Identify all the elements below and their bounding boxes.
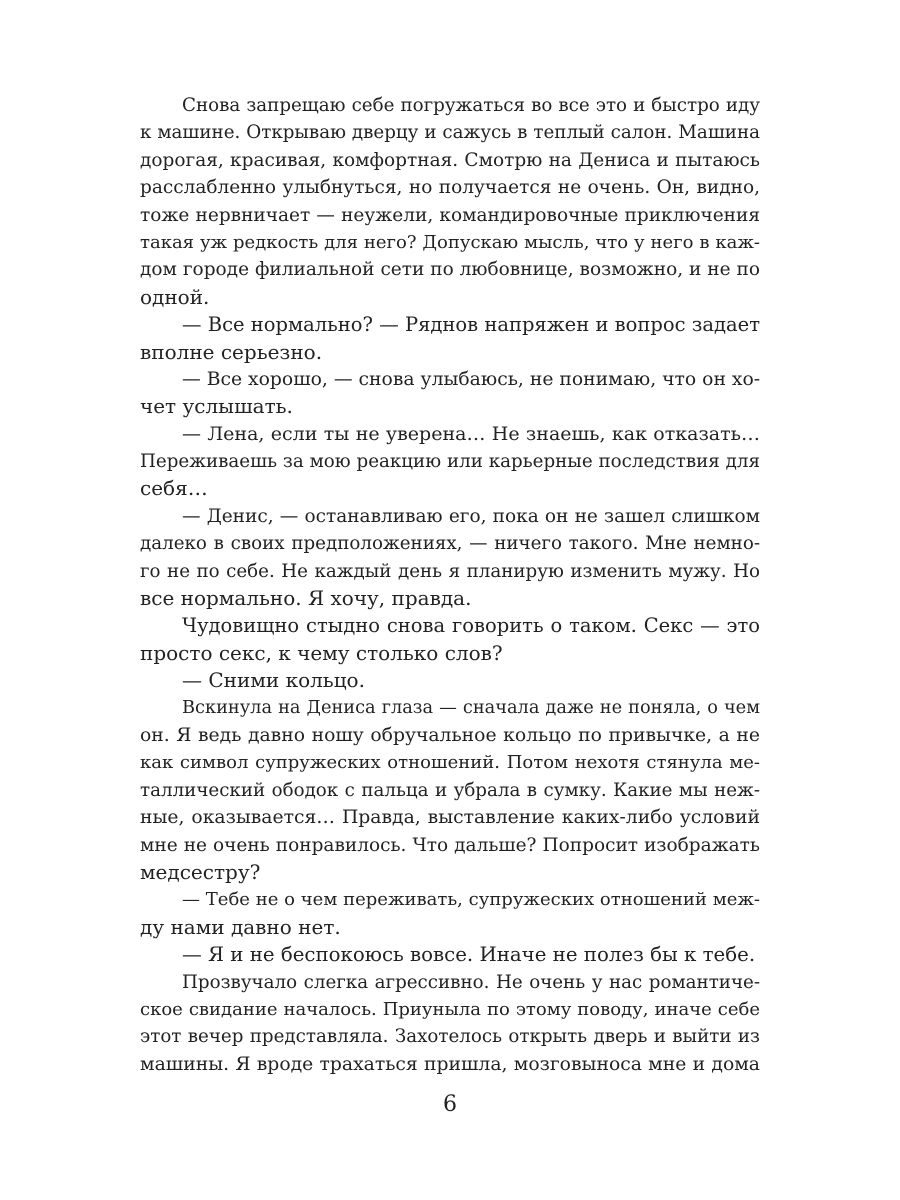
text-line: — Я и не беспокоюсь вовсе. Иначе не полез бы к тебе.	[182, 943, 756, 967]
text-line: как символ супружеских отношений. Потом нехотя стянула ме-	[140, 752, 760, 774]
text-line: медсестру?	[140, 859, 261, 884]
text-line: дорогая, красивая, комфортная. Смотрю на Дениса и пытаюсь	[140, 149, 760, 171]
text-line: расслабленно улыбнуться, но получается не очень. Он, видно,	[140, 177, 760, 199]
body-text	[140, 92, 760, 1078]
text-line: дом городе филиальной сети по любовнице, возможно, и не по	[140, 259, 760, 281]
text-line: такая уж редкость для него? Допускаю мысль, что у него в каж-	[140, 231, 760, 253]
text-line: одной.	[140, 284, 210, 309]
text-line: ные, оказывается… Правда, выставление каких-либо условий	[140, 807, 760, 829]
text-line: вполне серьезно.	[140, 339, 323, 364]
text-line: Снова запрещаю себе погружаться во все это и быстро иду	[182, 95, 760, 116]
text-line: Прозвучало слегка агрессивно. Не очень у нас романтиче-	[182, 971, 760, 993]
text-line: ское свидание началось. Приуныла по этому поводу, иначе себе	[140, 998, 760, 1020]
text-line: он. Я ведь давно ношу обручальное кольцо по привычке, а не	[140, 724, 760, 746]
page-number: 6	[443, 1092, 457, 1117]
text-line: ду нами давно нет.	[140, 914, 341, 939]
text-line: этот вечер представляла. Захотелось открыть дверь и выйти из	[140, 1026, 760, 1048]
text-line: — Сними кольцо.	[182, 668, 365, 693]
text-line: чет услышать.	[140, 394, 293, 419]
text-line: все нормально. Я хочу, правда.	[140, 586, 472, 611]
text-line: Чудовищно стыдно снова говорить о таком. Секс — это	[182, 614, 760, 638]
text-line: Переживаешь за мою реакцию или карьерные последствия для	[140, 451, 760, 473]
text-line: — Денис, — останавливаю его, пока он не зашел слишком	[182, 505, 760, 527]
text-line: мне не очень понравилось. Что дальше? Попросит изображать	[140, 834, 760, 856]
text-line: го не по себе. Не каждый день я планирую изменить мужу. Но	[140, 560, 760, 582]
text-line: — Все хорошо, — снова улыбаюсь, не понимаю, что он хо-	[182, 368, 761, 390]
text-line: — Все нормально? — Ряднов напряжен и вопрос задает	[182, 313, 760, 337]
text-line: машины. Я вроде трахаться пришла, мозговыноса мне и дома	[140, 1053, 760, 1075]
text-line: себя…	[140, 476, 208, 501]
text-line: просто секс, к чему столько слов?	[140, 640, 503, 665]
text-line: к машине. Открываю дверцу и сажусь в теплый салон. Машина	[140, 122, 760, 144]
text-line: далеко в своих предположениях, — ничего такого. Мне немно-	[140, 533, 760, 555]
text-line: Вскинула на Дениса глаза — сначала даже не поняла, о чем	[182, 697, 760, 718]
text-line: — Тебе не о чем переживать, супружеских отношений меж-	[182, 889, 760, 911]
text-line: таллический ободок с пальца и убрала в сумку. Какие мы неж-	[140, 779, 760, 801]
text-line: тоже нервничает — неужели, командировочные приключения	[140, 204, 760, 226]
text-line: — Лена, если ты не уверена… Не знаешь, как отказать…	[182, 422, 760, 445]
